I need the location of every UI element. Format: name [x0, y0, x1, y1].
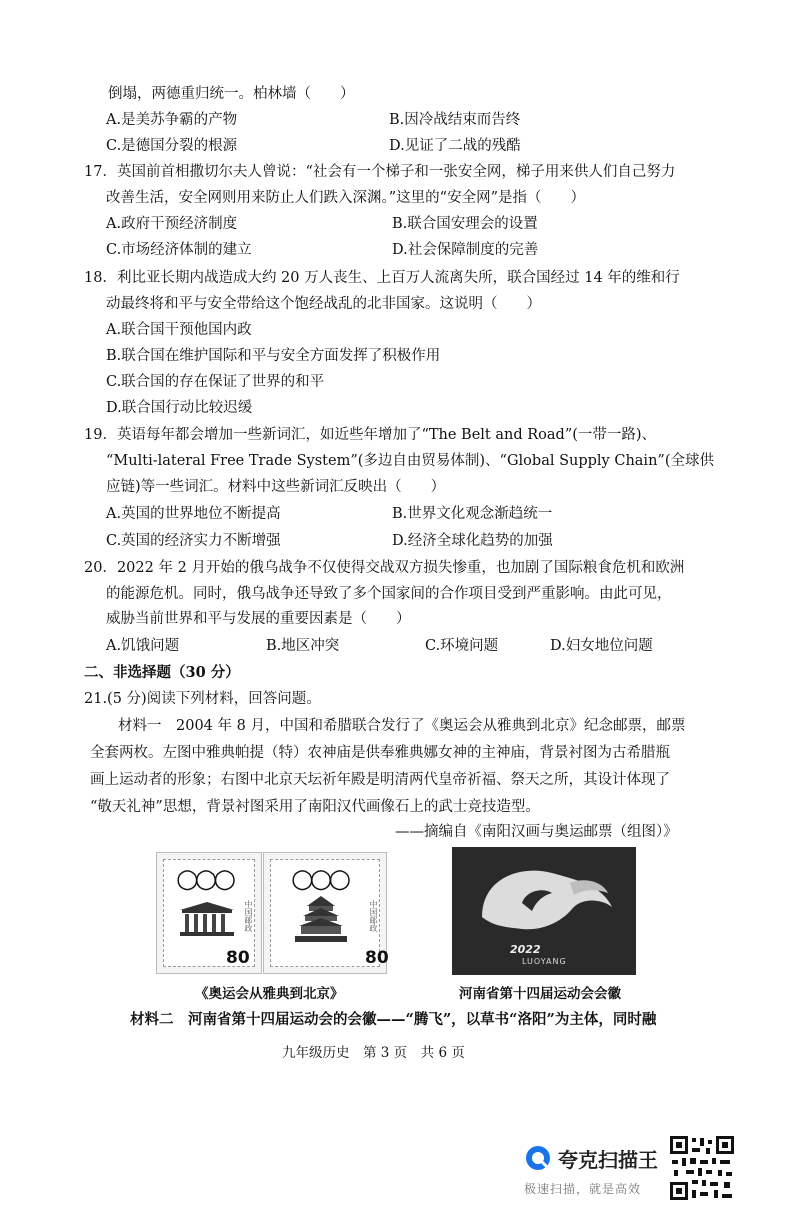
stamp-face-value: 80: [365, 948, 389, 968]
q21-stem: 21.(5 分)阅读下列材料，回答问题。: [84, 691, 321, 707]
material2-line1: 材料二 河南省第十四届运动会的会徽——“腾飞”，以草书“洛阳”为主体，同时融: [130, 1011, 657, 1028]
q20-option-b: B.地区冲突: [266, 638, 340, 654]
q16-option-c: C.是德国分裂的根源: [106, 138, 238, 154]
q18-stem-line2: 动最终将和平与安全带给这个饱经战乱的北非国家。这说明（ ）: [106, 296, 541, 312]
games-emblem: [452, 847, 636, 975]
q19-option-a: A.英国的世界地位不断提高: [106, 506, 281, 522]
material1-line3: 画上运动者的形象；右图中北京天坛祈年殿是明清两代皇帝祈福、祭天之所，其设计体现了: [90, 772, 670, 788]
scanner-logo-icon: [524, 1144, 552, 1172]
stamp-face-value: 80: [226, 948, 250, 968]
q19-option-c: C.英国的经济实力不断增强: [106, 533, 281, 549]
stamp-beijing: [263, 852, 387, 974]
olympic-rings-icon: ○○○: [291, 864, 348, 894]
stamp-athens: [156, 852, 262, 974]
emblem-year: 2022: [510, 943, 541, 956]
scanner-slogan: 极速扫描，就是高效: [524, 1182, 642, 1196]
emblem-city: LUOYANG: [522, 957, 567, 966]
section-heading: 二、非选择题（30 分）: [84, 664, 240, 681]
q20-option-d: D.妇女地位问题: [550, 638, 653, 654]
temple-of-heaven-icon: [293, 894, 349, 946]
q17-stem-line2: 改善生活，安全网则用来防止人们跌入深渊。”这里的“安全网”是指（ ）: [106, 190, 585, 206]
qr-code-icon: [668, 1134, 736, 1202]
page-footer: 九年级历史 第 3 页 共 6 页: [282, 1045, 465, 1061]
olympic-rings-icon: ○○○: [176, 864, 233, 894]
q17-option-c: C.市场经济体制的建立: [106, 242, 252, 258]
q20-stem-line2: 的能源危机。同时，俄乌战争还导致了多个国家间的合作项目受到严重影响。由此可见，: [106, 586, 672, 602]
q18-stem-line1: 18．利比亚长期内战造成大约 20 万人丧生、上百万人流离失所，联合国经过 14 年的维和行: [84, 270, 680, 286]
q18-option-c: C.联合国的存在保证了世界的和平: [106, 374, 325, 390]
caption-emblem: 河南省第十四届运动会会徽: [459, 986, 621, 1002]
q19-stem-line3: 应链)等一些词汇。材料中这些新词汇反映出（ ）: [106, 479, 446, 495]
q16-option-b: B.因冷战结束而告终: [389, 112, 521, 128]
material1-line1: 材料一 2004 年 8 月，中国和希腊联合发行了《奥运会从雅典到北京》纪念邮票，邮票: [118, 718, 686, 734]
q16-stem: 倒塌，两德重归统一。柏林墙（ ）: [108, 86, 355, 102]
q20-option-a: A.饥饿问题: [106, 638, 180, 654]
scanner-brand-name: 夸克扫描王: [558, 1148, 658, 1172]
stamp-country: 中国邮政: [369, 900, 378, 932]
stamp-country: 中国邮政: [244, 900, 253, 932]
q17-stem-line1: 17．英国前首相撒切尔夫人曾说：“社会有一个梯子和一张安全网，梯子用来供人们自己努力: [84, 164, 676, 180]
caption-stamps: 《奥运会从雅典到北京》: [195, 986, 344, 1002]
material1-source: ——摘编自《南阳汉画与奥运邮票（组图）》: [395, 824, 678, 840]
material1-line4: “敬天礼神”思想，背景衬图采用了南阳汉代画像石上的武士竞技造型。: [90, 799, 540, 815]
q20-stem-line3: 威胁当前世界和平与发展的重要因素是（ ）: [106, 611, 411, 627]
material1-line2: 全套两枚。左图中雅典帕提（特）农神庙是供奉雅典娜女神的主神庙，背景衬图为古希腊瓶: [90, 745, 670, 761]
parthenon-icon: [176, 900, 238, 938]
q18-option-b: B.联合国在维护国际和平与安全方面发挥了积极作用: [106, 348, 441, 364]
q20-option-c: C.环境问题: [425, 638, 499, 654]
q20-stem-line1: 20．2022 年 2 月开始的俄乌战争不仅使得交战双方损失惨重，也加剧了国际粮食危机和欧洲: [84, 560, 685, 576]
q17-option-a: A.政府干预经济制度: [106, 216, 238, 232]
flying-emblem-icon: [452, 847, 636, 975]
q19-option-d: D.经济全球化趋势的加强: [392, 533, 553, 549]
q16-option-a: A.是美苏争霸的产物: [106, 112, 238, 128]
q17-option-d: D.社会保障制度的完善: [392, 242, 539, 258]
q19-stem-line1: 19．英语每年都会增加一些新词汇，如近些年增加了“The Belt and Road”(一带一路)、: [84, 427, 657, 443]
q18-option-d: D.联合国行动比较迟缓: [106, 400, 253, 416]
q18-option-a: A.联合国干预他国内政: [106, 322, 252, 338]
q16-option-d: D.见证了二战的残酷: [389, 138, 521, 154]
q19-option-b: B.世界文化观念渐趋统一: [392, 506, 553, 522]
q17-option-b: B.联合国安理会的设置: [392, 216, 538, 232]
q19-stem-line2: “Multi-lateral Free Trade System”(多边自由贸易体制)、“Global Supply Chain”(全球供: [106, 453, 714, 469]
